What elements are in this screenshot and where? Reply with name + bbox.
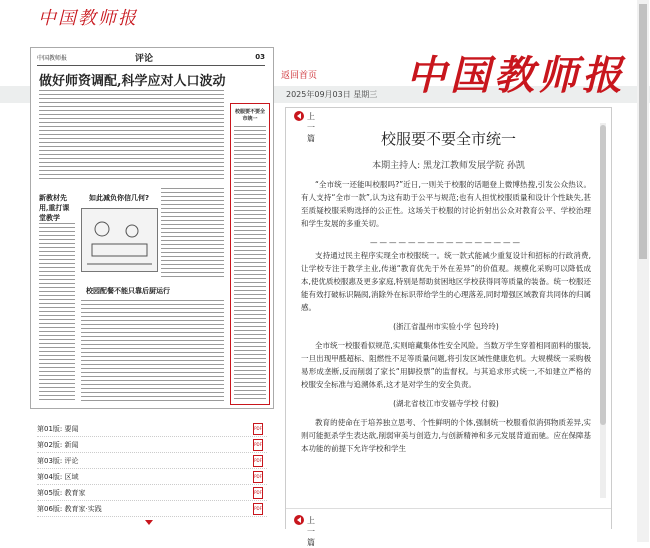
pdf-icon[interactable]: PDF [253,423,263,435]
edition-item[interactable] [37,454,267,469]
page-scrollbar[interactable] [637,0,649,542]
article-footer [286,508,611,547]
pdf-icon[interactable]: PDF [253,455,263,467]
edition-item[interactable] [37,470,267,485]
edition-item[interactable] [37,486,267,501]
brand-logo-large: 中国教师报 [406,52,626,99]
issue-date: 2025年09月03日 星期三 [286,90,378,99]
edition-label: 第06版: 教育家·实践 [37,505,102,513]
edition-label: 第02版: 新闻 [37,441,79,449]
article-title: 校服要不要全市统一 [380,130,516,148]
edition-label: 第04版: 区域 [37,473,79,481]
page-scroll-thumb[interactable] [639,4,647,259]
paper-main-headline[interactable]: 做好师资调配,科学应对人口波动 [39,74,226,89]
prev-article-label: 上一篇 [307,516,315,547]
text-column [161,188,224,278]
highlight-caption: 校服要不要全市统一 [234,109,265,122]
back-home-link[interactable]: 返回首页 [281,71,318,81]
article-panel [285,107,612,547]
edition-item[interactable] [37,502,267,517]
text-column [81,300,224,402]
paper-masthead [37,51,265,66]
text-column [234,126,266,400]
edition-item[interactable] [37,422,267,437]
prev-article-label: 上一篇 [307,112,315,143]
paper-section: 评论 [135,54,154,64]
edition-item[interactable] [37,438,267,453]
pdf-icon[interactable]: PDF [253,439,263,451]
paper-name: 中国教师报 [37,55,68,62]
paragraph: “全市统一还能叫校服吗?”近日,一则关于校服的话题登上微博热搜,引发公众热议。有人支持“全市一款”,认为这有助于公平与规范;也有人担忧校服质量和设计个性缺失,甚至质疑校服采购选择的公正性。这场关于校服的讨论折射出公众对教育公平、学校治理和学生发展的多重关切。 [301,180,591,228]
article-body [301,178,591,461]
newspaper-page-preview[interactable] [30,47,274,409]
edition-label: 第01版: 要闻 [37,425,79,433]
arrow-left-icon [294,111,304,121]
author-line: (浙江省温州市实验小学 包玲玲) [393,322,499,331]
text-column [39,90,224,180]
paragraph: 支持通过民主程序实现全市校服统一。统一款式能减少重复设计和招标的行政消费,让学校专注于教学主业,传递“教育优先于外在差异”的价值观。规模化采购可以降低成本,使优质校服惠及更多家庭,特别是帮助贫困地区学校获得同等质量的装备。统一校服还能有效打破标识隔阂,消除外在标识带给学生的心理落差,同时增强区域教育共同体的归属感。 [301,251,591,312]
article-scroll-thumb[interactable] [600,125,606,425]
scroll-down-icon[interactable] [145,520,153,525]
current-article-highlight[interactable] [230,103,270,405]
cartoon-title: 如此减负你信几何? [89,194,150,202]
paragraph: 全市统一校服看似规范,实则暗藏集体性安全风险。当数万学生穿着相同面料的服装,一旦出现甲醛超标、阻燃性不足等质量问题,将引发区域性健康危机。大规模统一采购极易形成垄断,反而削弱了家长“用脚投票”的监督权。与其追求形式统一,不如建立严格的校服安全标准与追溯体系,这才是对学生的安全负责。 [301,341,591,389]
arrow-left-icon [294,515,304,525]
pdf-icon[interactable]: PDF [253,487,263,499]
paragraph: 教育的使命在于培养独立思考、个性鲜明的个体,强制统一校服看似消弭物质差异,实则可能扼杀学生表达欲,削弱审美与创造力,与创新精神和多元发展背道而驰。应在保障基本功能的前提下允许学校和学生 [301,418,591,453]
edition-label: 第03版: 评论 [37,457,79,465]
brand-logo-small[interactable]: 中国教师报 [38,8,138,29]
side-headline-2[interactable]: 校园配餐不能只靠后厨运行 [86,286,170,295]
pdf-icon[interactable]: PDF [253,503,263,515]
text-column [39,223,75,403]
cartoon-image [81,208,158,272]
author-line: (湖北省枝江市安福寺学校 付毅) [393,399,499,408]
divider-line: ———————————————— [370,238,522,247]
edition-label: 第05版: 教育家 [37,489,86,497]
side-headline-1[interactable]: 新教材先用,重打课堂教学 [39,193,70,222]
paper-page-number: 03 [255,53,265,61]
pdf-icon[interactable]: PDF [253,471,263,483]
article-host: 本期主持人: 黑龙江教师发展学院 孙凯 [372,161,525,171]
